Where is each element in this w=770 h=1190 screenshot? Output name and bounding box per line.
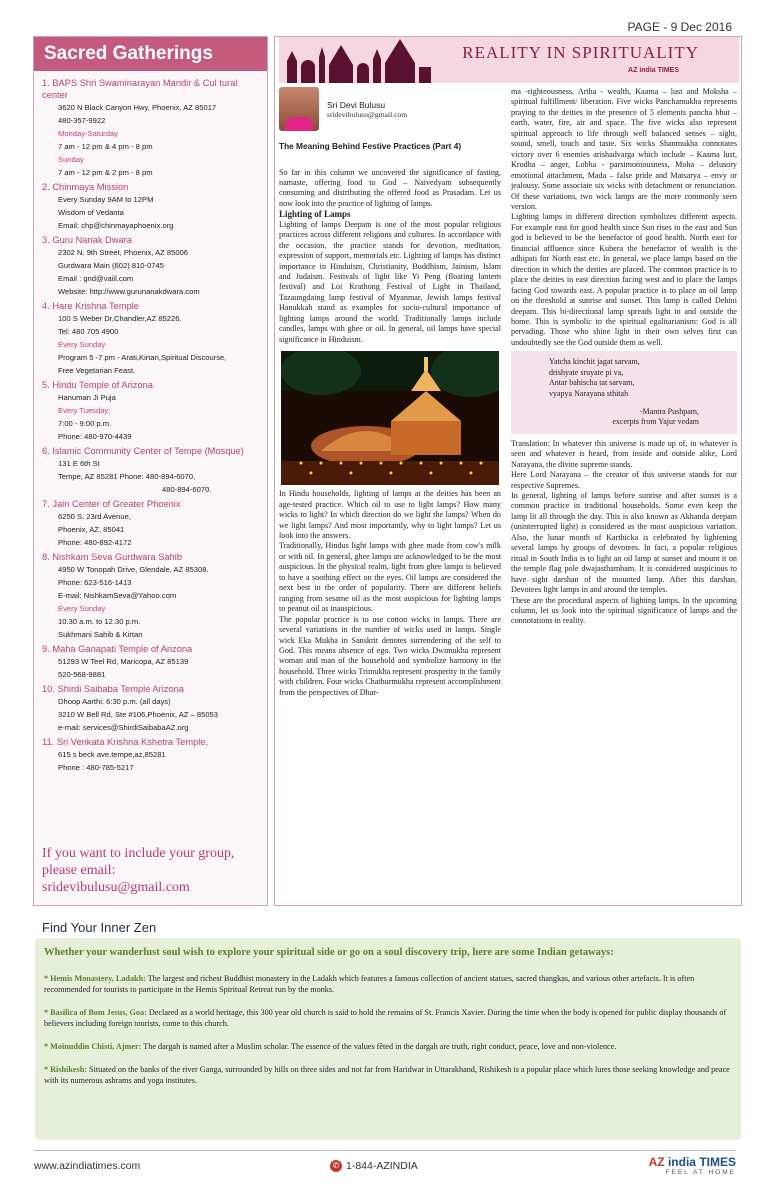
gathering-detail: 520-568-9881 bbox=[58, 670, 106, 679]
gathering-title: 4. Hare Krishna Temple bbox=[42, 301, 139, 311]
page-label: PAGE - 9 Dec 2016 bbox=[627, 20, 732, 34]
paragraph: These are the procedural aspects of lighting lamps. In the upcoming column, let us look into the spiritual significance of lamps and the connotations in reality. bbox=[511, 595, 737, 626]
zen-section-title: Find Your Inner Zen bbox=[42, 920, 157, 935]
gathering-detail: e-mail: services@ShirdiSaibabaAZ.org bbox=[58, 723, 189, 732]
gathering-detail: Website: http://www.gurunanakdwara.com bbox=[58, 287, 200, 296]
paragraph: Translation: In whatever this universe is made up of, in whatever is seen and whatever is heard, from inside and outside alike, Lord Narayana, the divine supreme stands. bbox=[511, 438, 737, 469]
gathering-item bbox=[42, 736, 259, 774]
gathering-detail: 3210 W Bell Rd, Ste #106,Phoenix, AZ – 85053 bbox=[58, 710, 218, 719]
gathering-detail: 7 am - 12 pm & 4 pm - 8 pm bbox=[58, 142, 153, 151]
gathering-detail: Hanuman Ji Puja bbox=[58, 393, 116, 402]
logo-tagline: FEEL AT HOME bbox=[665, 1169, 736, 1176]
zen-item-text: The largest and richest Buddhist monastery in the Ladakh which features a famous collection of ancient statues, sacred thangkas, and various other artefacts. It is often recommended for tourists to participate in the Hemis Spiritual Retreat run by the monks. bbox=[44, 974, 695, 994]
gathering-detail: 51293 W Teel Rd, Maricopa, AZ 85139 bbox=[58, 657, 189, 666]
footer-website-link[interactable]: www.azindiatimes.com bbox=[34, 1160, 141, 1172]
gathering-title: 10. Shirdi Saibaba Temple Arizona bbox=[42, 684, 184, 694]
quote-source: excerpts from Yajur vedam bbox=[612, 417, 699, 427]
zen-item bbox=[44, 1041, 732, 1052]
zen-item-text: Declared as a world heritage, this 300 year old church is said to hold the remains of St. Francis Xavier. During the time when the body is opened for public display thousands of believers including foreign tourists, come to this church. bbox=[44, 1008, 727, 1028]
temple-lamps-photo bbox=[281, 351, 499, 485]
logo-india: india bbox=[667, 1155, 696, 1169]
paragraph: The popular practice is to use cotton wicks in lamps. There are several variations in the number of wicks used in lamps. Single wick Eka Mukha in Sanskrit denotes surrendering of the self to God. This means absence of ego. Two wicks Dwimukha represent woman and man of the household and symbolize harmony in the household. Three wicks Trimukha represent prosperity in the family with children. Four wicks Chathurmukha represent accomplishment from the perspectives of Dhar- bbox=[279, 614, 501, 697]
paragraph: Lighting lamps in different direction symbolizes different aspects. For example east for good health since Sun rises in the east and Sun god is believed to be the benefactor of good health. North east for financial affluence since Kubera the benefactor of wealth is the adhipati for North east etc. In general, we place lamps based on the direction in which the deities are placed. The common practice is to place the deities in east direction facing west and to place the lamps facing God towards east. A popular practice is to place an oil lamp on the threshold at sunrise and sunset. This lamp is called Dehini deepam. This bi-directional lamp spreads light in and outside the home. This is symbolic to the spiritual egalitarianism: God is all pervading. Those who shine light in their own selves first can undoubtedly see the God outside them as well. bbox=[511, 212, 737, 347]
gathering-schedule-label: Sunday bbox=[58, 155, 84, 164]
gathering-schedule-label: Every Sunday bbox=[58, 604, 106, 613]
phone-icon: ✆ bbox=[330, 1160, 342, 1172]
footer-phone[interactable] bbox=[330, 1160, 418, 1172]
quote-source: -Mantra Pushpam, bbox=[639, 406, 699, 416]
gathering-title: 6. Islamic Community Center of Tempe (Mosque) bbox=[42, 446, 244, 456]
paragraph: In Hindu households, lighting of lamps at the deities has been an age-tested practice. Which oil to use to light lamps? How many wicks to light? In which direction do we light the lamps? When do we light lamps? And most importantly, why to light lamps? Let us look into the answers. bbox=[279, 489, 501, 541]
footer-phone-number: 1-844-AZINDIA bbox=[346, 1160, 418, 1172]
gathering-item bbox=[42, 379, 259, 443]
banner-brand: AZ india TIMES bbox=[628, 67, 679, 74]
zen-item bbox=[44, 1007, 732, 1029]
gathering-title: 1. BAPS Shri Swaminarayan Mandir & Cul tural center bbox=[42, 78, 238, 100]
banner-title: REALITY IN SPIRITUALITY bbox=[462, 43, 699, 62]
paragraph: Traditionally, Hindus light lamps with ghee made from cow's milk or with oil. In general, ghee lamps are acknowledged to be the most auspicious. In the physical realm, light from ghee lamps is believed to have a soothing effect on the eyes. Oil lamps are considered the next best in the order of popularity. There are different beliefs ranging from sesame oil as the most auspicious for lighting lamps to peanut oil as inauspicious. bbox=[279, 541, 501, 614]
quote-line: Yatcha kinchit jagat sarvam, bbox=[549, 357, 640, 367]
zen-item-text: The dargah is named after a Muslim scholar. The essence of the values fêted in the dargah are truth, right conduct, peace, love and non-violence. bbox=[141, 1042, 617, 1051]
article-column-1 bbox=[279, 87, 501, 698]
gathering-detail: 480-357-9922 bbox=[58, 116, 106, 125]
paragraph: So far in this column we uncovered the significance of fasting, namaste, offering food to God – Naivedyam subsequently consuming and distributing the offered food as Prasadam. Let us now look into the practice of lighting of lamps. bbox=[279, 167, 501, 208]
gathering-title: 5. Hindu Temple of Arizona bbox=[42, 380, 153, 390]
gathering-detail: Phone: 623-516-1413 bbox=[58, 578, 132, 587]
gathering-detail: 615 s beck ave,tempe,az,85281 bbox=[58, 750, 166, 759]
gathering-detail: 3620 N Black Canyon Hwy, Phoenix, AZ 85017 bbox=[58, 103, 217, 112]
gathering-detail: Phoenix, AZ, 85041 bbox=[58, 525, 125, 534]
author-name: Sri Devi Bulusu bbox=[327, 100, 386, 110]
gathering-detail: 100 S Weber Dr,Chandler,AZ 85226. bbox=[58, 314, 182, 323]
logo-times: TIMES bbox=[699, 1155, 736, 1169]
gathering-detail: 7:00 - 9:00 p.m. bbox=[58, 419, 112, 428]
gathering-detail: 10.30 a.m. to 12.30 p.m. bbox=[58, 617, 141, 626]
gathering-detail: Sukhmani Sahib & Kirtan bbox=[58, 630, 143, 639]
gathering-detail: 2302 N. 9th Street, Phoenix, AZ 85006 bbox=[58, 248, 189, 257]
sacred-gatherings-sidebar bbox=[33, 36, 268, 906]
gathering-detail: 131 E 6th St bbox=[58, 459, 100, 468]
gathering-title: 3. Guru Nanak Dwara bbox=[42, 235, 132, 245]
gathering-item bbox=[42, 643, 259, 681]
paragraph: In general, lighting of lamps before sunrise and after sunset is a common practice in traditional households. Some even keep the lamp lit all through the day. This is also known as Akhanda deepam (uninterrupted light) is considered as the most auspicious variation. Also, the lunar month of Karthicka is celebrated by lightening several lamps by groups of devotees. In fact, a popular religious ritual in South India is to light an oil lamp at sunset and mount it on the temple flag pole dwajasthambam. It is considered auspicious to have sight darshan of the mounted lamp. After this darshan, Devotees light lamps in and around the temples. bbox=[511, 491, 737, 595]
mantra-quote-box bbox=[511, 351, 737, 433]
article-column-2 bbox=[511, 87, 737, 627]
gathering-title: 9. Maha Ganapati Temple of Arizona bbox=[42, 644, 193, 654]
zen-item-text: Situated on the banks of the river Ganga, surrounded by hills on three sides and not far from Haridwar in Uttarakhand, Rishikesh is a popular place which lures those seeking knowledge and peace with its numerous ashrams and yoga institutes. bbox=[44, 1065, 730, 1085]
paragraph: Here Lord Narayana – the creator of this universe stands for our respective Supremes. bbox=[511, 470, 737, 490]
zen-item bbox=[44, 973, 732, 995]
subheading: Lighting of Lamps bbox=[279, 209, 351, 220]
gathering-schedule-label: Every Sunday bbox=[58, 340, 106, 349]
gatherings-list bbox=[34, 71, 267, 774]
avatar bbox=[279, 87, 319, 131]
gathering-detail: 6250 S. 23rd Avenue, bbox=[58, 512, 131, 521]
gathering-detail: Phone : 480-785-5217 bbox=[58, 763, 134, 772]
sidebar-footer-email[interactable]: sridevibulusu@gmail.com bbox=[42, 880, 190, 895]
gathering-detail: E-mail: NishkamSeva@Yahoo.com bbox=[58, 591, 177, 600]
gathering-title: 2. Chinmaya Mission bbox=[42, 182, 129, 192]
gathering-item bbox=[42, 498, 259, 549]
author-box bbox=[279, 87, 501, 135]
gathering-schedule-label: Every Tuesday: bbox=[58, 406, 111, 415]
gathering-title: 8. Nishkam Seva Gurdwara Sahib bbox=[42, 552, 183, 562]
zen-item bbox=[44, 1064, 732, 1086]
zen-item-name: * Moinuddin Chisti, Ajmer: bbox=[44, 1042, 142, 1051]
gathering-item bbox=[42, 77, 259, 179]
footer-divider bbox=[34, 1150, 736, 1151]
gathering-detail: Wisdom of Vedanta bbox=[58, 208, 124, 217]
gathering-item bbox=[42, 300, 259, 377]
paragraph: ma -righteousness, Artha - wealth, Kaama – lust and Moksha – spiritual fulfillment/ liberation. Five wicks Panchamukha represents praying to the deities in the presence of 5 elements pancha bhut – earth, water, fire, air and space. The five wicks also represent spiritual approach to life through well balanced senses – sight, sound, smell, touch and taste. Six wicks Shanmukha connotates victory over 6 enemies arishadvarga which include – Kaama lust, Krodha – anger, Lobha - parsimoniousness, Moha – delusory emotional attachment, Mada – false pride and Matsarya – envy or jealousy. Some associate six wicks with detachment or renunciation. Of these variations, two wick lamps are the more commonly seen version. bbox=[511, 87, 737, 211]
gathering-detail: Gurdwara Main (602) 810-0745 bbox=[58, 261, 164, 270]
sidebar-title: Sacred Gatherings bbox=[34, 37, 267, 71]
gathering-detail: Program 5 -7 pm - Arati,Kirtan,Spiritual Discourse, bbox=[58, 353, 227, 362]
article-title: The Meaning Behind Festive Practices (Part 4) bbox=[279, 141, 462, 151]
gathering-detail: 7 am - 12 pm & 2 pm - 8 pm bbox=[58, 168, 153, 177]
gathering-detail: Email : gnd@vaiil.com bbox=[58, 274, 134, 283]
sidebar-footer-line: If you want to include your group, bbox=[42, 846, 235, 861]
quote-line: Antar bahischa tat sarvam, bbox=[549, 378, 635, 388]
zen-intro: Whether your wanderlust soul wish to explore your spiritual side or go on a soul discovery trip, here are some Indian getaways: bbox=[44, 947, 614, 958]
gathering-title: 7. Jain Center of Greater Phoenix bbox=[42, 499, 181, 509]
gathering-item bbox=[42, 445, 259, 496]
gathering-detail: Email: chp@chinmayaphoenix.org bbox=[58, 221, 174, 230]
sidebar-footer bbox=[42, 845, 234, 896]
zen-box bbox=[35, 938, 741, 1140]
gathering-detail: Dhoop Aarthi: 6:30 p.m. (all days) bbox=[58, 697, 171, 706]
footer-logo bbox=[649, 1155, 736, 1176]
gathering-schedule-label: Monday-Saturday bbox=[58, 129, 118, 138]
sidebar-footer-line: please email: bbox=[42, 863, 116, 878]
zen-item-name: * Hemis Monastery, Ladakh: bbox=[44, 974, 146, 983]
gathering-detail: Phone: 480-970-4439 bbox=[58, 432, 132, 441]
gathering-detail: Tel: 480 705 4900 bbox=[58, 327, 119, 336]
author-email[interactable]: sridevibulusu@gmail.com bbox=[327, 110, 408, 120]
gathering-detail: 480-894-6070. bbox=[162, 485, 212, 494]
gathering-detail: Tempe, AZ 85281 Phone: 480-894-6070, bbox=[58, 472, 196, 481]
gathering-item bbox=[42, 234, 259, 298]
zen-item-name: * Basilica of Bom Jesus, Goa: bbox=[44, 1008, 147, 1017]
gathering-title: 11. Sri Venkata Krishna Kshetra Temple, bbox=[42, 737, 209, 747]
gathering-detail: Phone: 480-892-4172 bbox=[58, 538, 132, 547]
quote-line: vyapya Narayana sthitah bbox=[549, 388, 629, 398]
section-banner bbox=[279, 37, 739, 83]
article-frame bbox=[274, 36, 742, 906]
gathering-detail: Every Sunday 9AM to 12PM bbox=[58, 195, 154, 204]
gathering-item bbox=[42, 683, 259, 734]
zen-item-name: * Rishikesh: bbox=[44, 1065, 87, 1074]
gathering-item bbox=[42, 551, 259, 641]
quote-line: drishyate sruyate pi va, bbox=[549, 367, 624, 377]
logo-az: AZ bbox=[648, 1155, 665, 1169]
gathering-detail: 4950 W Tonopah Drive, Glendale, AZ 85308. bbox=[58, 565, 209, 574]
paragraph: Lighting of lamps Deepam is one of the most popular religious practices across different religions and cultures. In accordance with the occasion, the practice stands for devotion, meditation, expression of support, memorials etc. Lighting of lamps has distinct importance in Hinduism, Christianity, Buddhism, Jainism, Islam and Judaism. Festivals of light like Yi Peng (floating lantern festival) and Loi Krathong Festival of Light in Thailand, Tazaungdaing lamp festival of Myanmar, Jewish lamps festival Hanukkah stand as examples for socio-cultural importance of lighting lamps around the world. Traditionally lamps include candles, lamps with ghee or oil. In general, oil lamps have special significance in Hinduism. bbox=[279, 219, 501, 344]
gathering-detail: Free Vegetarian Feast. bbox=[58, 366, 136, 375]
gathering-item bbox=[42, 181, 259, 232]
